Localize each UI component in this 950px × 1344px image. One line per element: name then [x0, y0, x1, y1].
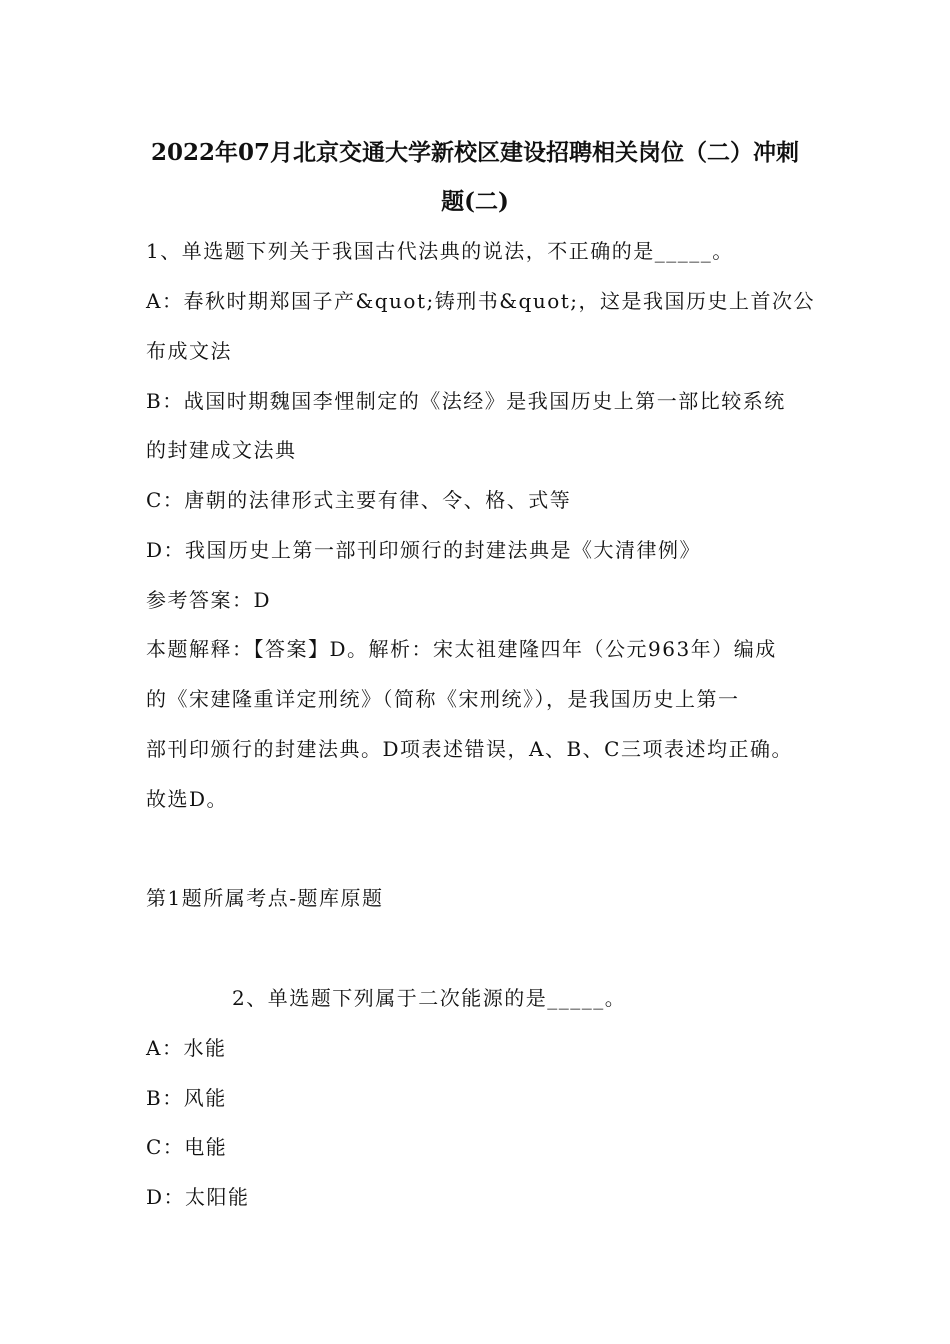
question-1-option-a-line-2: 布成文法: [146, 339, 232, 363]
question-1-explanation-line-2: 的《宋建隆重详定刑统》（简称《宋刑统》），是我国历史上第一: [146, 687, 740, 711]
question-1-option-b-line-2: 的封建成文法典: [146, 438, 297, 462]
question-1-option-b-line-1: B：战国时期魏国李悝制定的《法经》是我国历史上第一部比较系统: [146, 389, 786, 413]
question-1-explanation-line-1: 本题解释：【答案】D。解析：宋太祖建隆四年（公元963年）编成: [146, 637, 777, 661]
question-1-stem: 1、单选题下列关于我国古代法典的说法，不正确的是_____。: [146, 239, 734, 263]
question-2-option-c: C：电能: [146, 1135, 228, 1159]
question-1-option-c: C：唐朝的法律形式主要有律、令、格、式等: [146, 488, 572, 512]
question-2-stem: 2、单选题下列属于二次能源的是_____。: [232, 986, 627, 1010]
question-1-option-d: D：我国历史上第一部刊印颁行的封建法典是《大清律例》: [146, 538, 702, 562]
question-2-option-d: D：太阳能: [146, 1185, 250, 1209]
question-2-option-a: A：水能: [146, 1036, 227, 1060]
question-1-answer: 参考答案：D: [146, 588, 272, 612]
question-1-option-a-line-1: A：春秋时期郑国子产&quot;铸刑书&quot;，这是我国历史上首次公: [146, 289, 816, 313]
question-1-explanation-line-4: 故选D。: [146, 787, 229, 811]
document-title-line-2: 题(二): [441, 188, 509, 215]
question-1-explanation-line-3: 部刊印颁行的封建法典。D项表述错误，A、B、C三项表述均正确。: [146, 737, 793, 761]
document-title-line-1: 2022年07月北京交通大学新校区建设招聘相关岗位（二）冲刺: [150, 139, 800, 166]
question-1-topic: 第1题所属考点-题库原题: [146, 886, 384, 910]
question-2-option-b: B：风能: [146, 1086, 227, 1110]
